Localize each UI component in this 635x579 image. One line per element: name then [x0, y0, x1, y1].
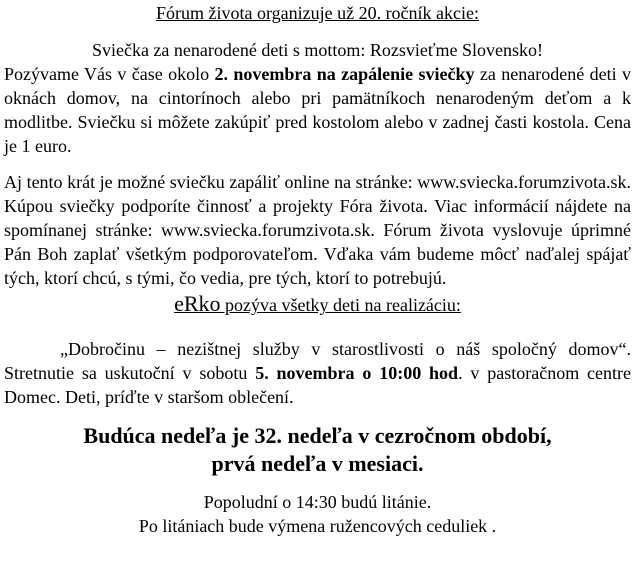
bulletin-page — [0, 1, 635, 579]
erko-bold: 5. novembra o 10:00 hod — [255, 363, 459, 383]
litany-time: Popoludní o 14:30 budú litánie. — [203, 492, 432, 512]
spacer — [4, 317, 631, 337]
forum-p1-text-b: za nenarodené deti v oknách domov, na cintorínoch alebo pri pamätníkoch nenarodeným deťom a k modlitbe. Sviečku si môžete zakúpiť pred kostolom alebo v zadnej časti kostola. Cena je 1 euro. — [4, 64, 631, 156]
erko-paragraph — [4, 337, 631, 409]
erko-text-b: . v pastoračnom centre Domec. Deti, príďte v staršom oblečení. — [4, 363, 632, 407]
erko-heading — [4, 292, 631, 317]
forum-paragraph-2: Aj tento krát je možné sviečku zapáliť online na stránke: www.sviecka.forumzivota.sk. Kúpou sviečky podporíte činnosť a projekty Fóra života. Viac informácií nájdete na spomínanej stránke: www.sviecka.forumzivota.sk. Fórum života vyslovuje úprimné Pán Boh zaplať všetkým podporovateľom. Vďaka vám budeme môcť naďalej spájať tých, ktorí chcú, s tými, čo vedia, pre tých, ktorí to potrebujú. — [4, 172, 631, 288]
spacer — [4, 409, 631, 422]
forum-p1-bold: 2. novembra na zapálenie sviečky — [214, 64, 475, 84]
spacer — [4, 25, 631, 38]
sunday-title-line-2: prvá nedeľa v mesiaci. — [211, 451, 424, 476]
sunday-title-line-1: Budúca nedeľa je 32. nedeľa v cezročnom období, — [83, 423, 552, 448]
erko-name: eRko — [174, 291, 221, 316]
forum-p1-text-a: Pozývame Vás v čase okolo — [4, 64, 215, 84]
spacer — [4, 478, 631, 490]
spacer — [4, 158, 631, 170]
erko-text-a: „Dobročinu – nezištnej služby v starostlivosti o náš spoločný domov“. Stretnutie sa uskutoční v sobotu — [4, 339, 631, 383]
erko-heading-rest: pozýva všetky deti na realizáciu: — [220, 295, 461, 315]
forum-heading: Fórum života organizuje už 20. ročník akcie: — [155, 3, 480, 23]
forum-paragraph-1 — [4, 62, 631, 158]
motto-line: Sviečka za nenarodené deti s mottom: Rozsvieťme Slovensko! — [91, 40, 544, 60]
rosary-exchange: Po litániach bude výmena ružencových ceduliek . — [138, 516, 497, 536]
